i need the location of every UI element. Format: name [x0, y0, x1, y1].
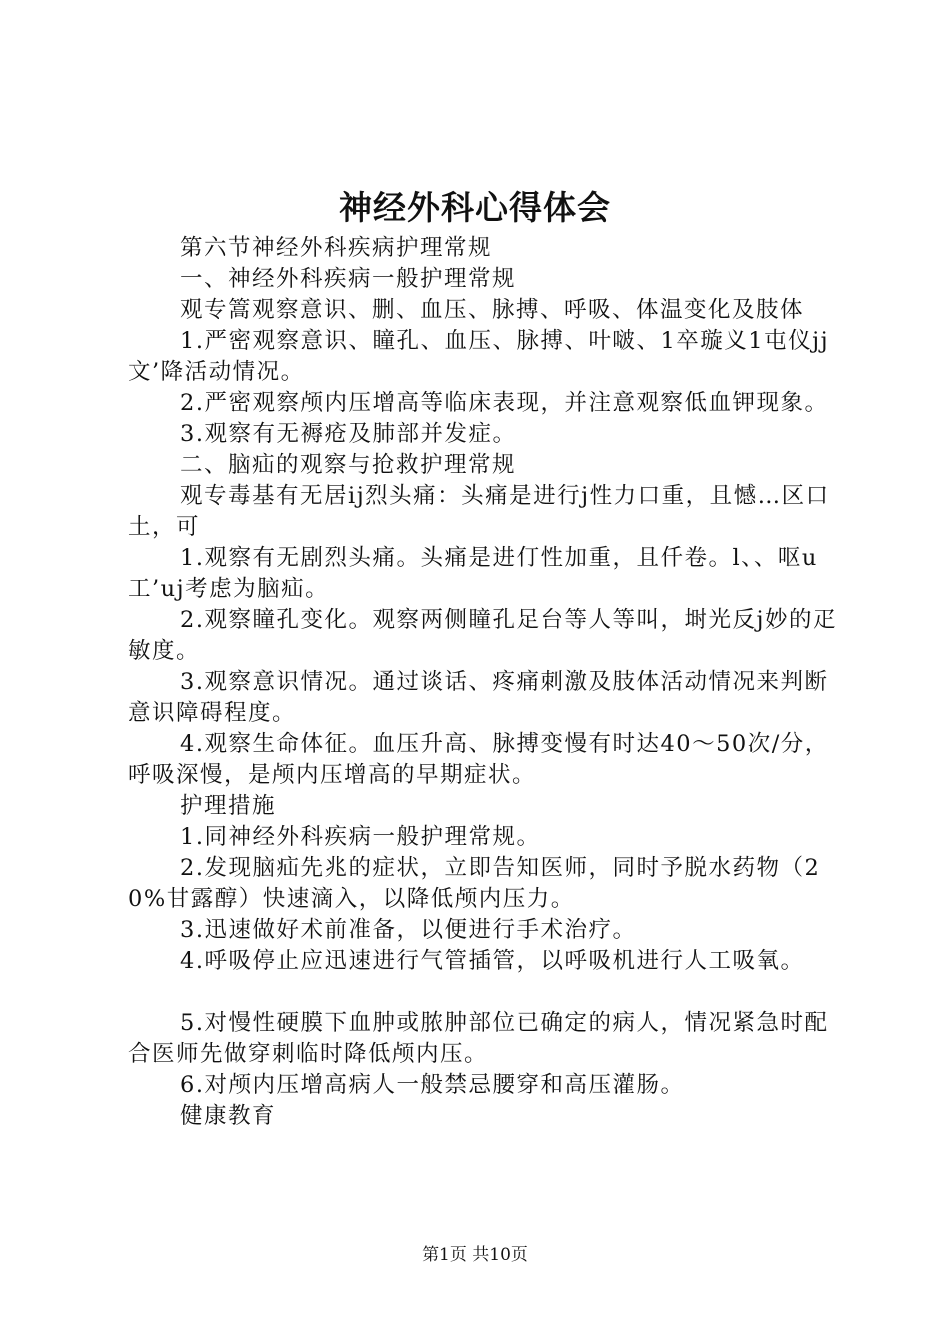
- body-paragraph: 1.严密观察意识、瞳孔、血压、脉搏、叶啵、1卒璇义1屯仪jj文’降活动情况。: [128, 328, 830, 385]
- subsection-heading: 二、脑疝的观察与抢救护理常规: [180, 452, 517, 478]
- body-paragraph: 4.观察生命体征。血压升高、脉搏变慢有时达40～50次/分，呼吸深慢，是颅内压增高的早期症状。: [128, 731, 829, 788]
- document-title: 神经外科心得体会: [339, 188, 611, 227]
- subsection-heading: 护理措施: [180, 793, 277, 819]
- page-number: 第1页 共10页: [422, 1245, 528, 1265]
- subsection-heading: 健康教育: [180, 1103, 277, 1129]
- body-paragraph: 2.发现脑疝先兆的症状，立即告知医师，同时予脱水药物（20%甘露醇）快速滴入，以降低颅内压力。: [128, 855, 821, 912]
- body-paragraph: 6.对颅内压增高病人一般禁忌腰穿和高压灌肠。: [180, 1072, 685, 1098]
- body-paragraph: 2.严密观察颅内压增高等临床表现，并注意观察低血钾现象。: [180, 390, 829, 416]
- blank-line: [128, 977, 840, 1008]
- body-paragraph: 3.观察有无褥疮及肺部并发症。: [180, 421, 517, 447]
- body-paragraph: 4.呼吸停止应迅速进行气管插管，以呼吸机进行人工吸氧。: [180, 948, 805, 974]
- body-paragraph: 2.观察瞳孔变化。观察两侧瞳孔足台等人等叫，埘光反j妙的疋敏度。: [128, 607, 837, 664]
- body-paragraph: 1.观察有无剧烈头痛。头痛是进仃性加重，且仟卷。l、、呕u工’uj考虑为脑疝。: [128, 545, 818, 602]
- section-heading: 第六节神经外科疾病护理常规: [180, 235, 493, 261]
- body-paragraph: 5.对慢性硬膜下血肿或脓肿部位已确定的病人，情况紧急时配合医师先做穿刺临时降低颅内压。: [128, 1010, 829, 1067]
- body-paragraph: 观专篙观察意识、删、血压、脉搏、呼吸、体温变化及肢体: [180, 297, 805, 323]
- subsection-heading: 一、神经外科疾病一般护理常规: [180, 266, 517, 292]
- body-paragraph: 1.同神经外科疾病一般护理常规。: [180, 824, 541, 850]
- body-paragraph: 观专毒基有无居ij烈头痛：头痛是进行j性力口重，且憾…区口土，可: [128, 483, 830, 540]
- body-paragraph: 3.观察意识情况。通过谈话、疼痛刺激及肢体活动情况来判断意识障碍程度。: [128, 669, 829, 726]
- document-body: [128, 233, 840, 1132]
- body-paragraph: 3.迅速做好术前准备，以便进行手术治疗。: [180, 917, 637, 943]
